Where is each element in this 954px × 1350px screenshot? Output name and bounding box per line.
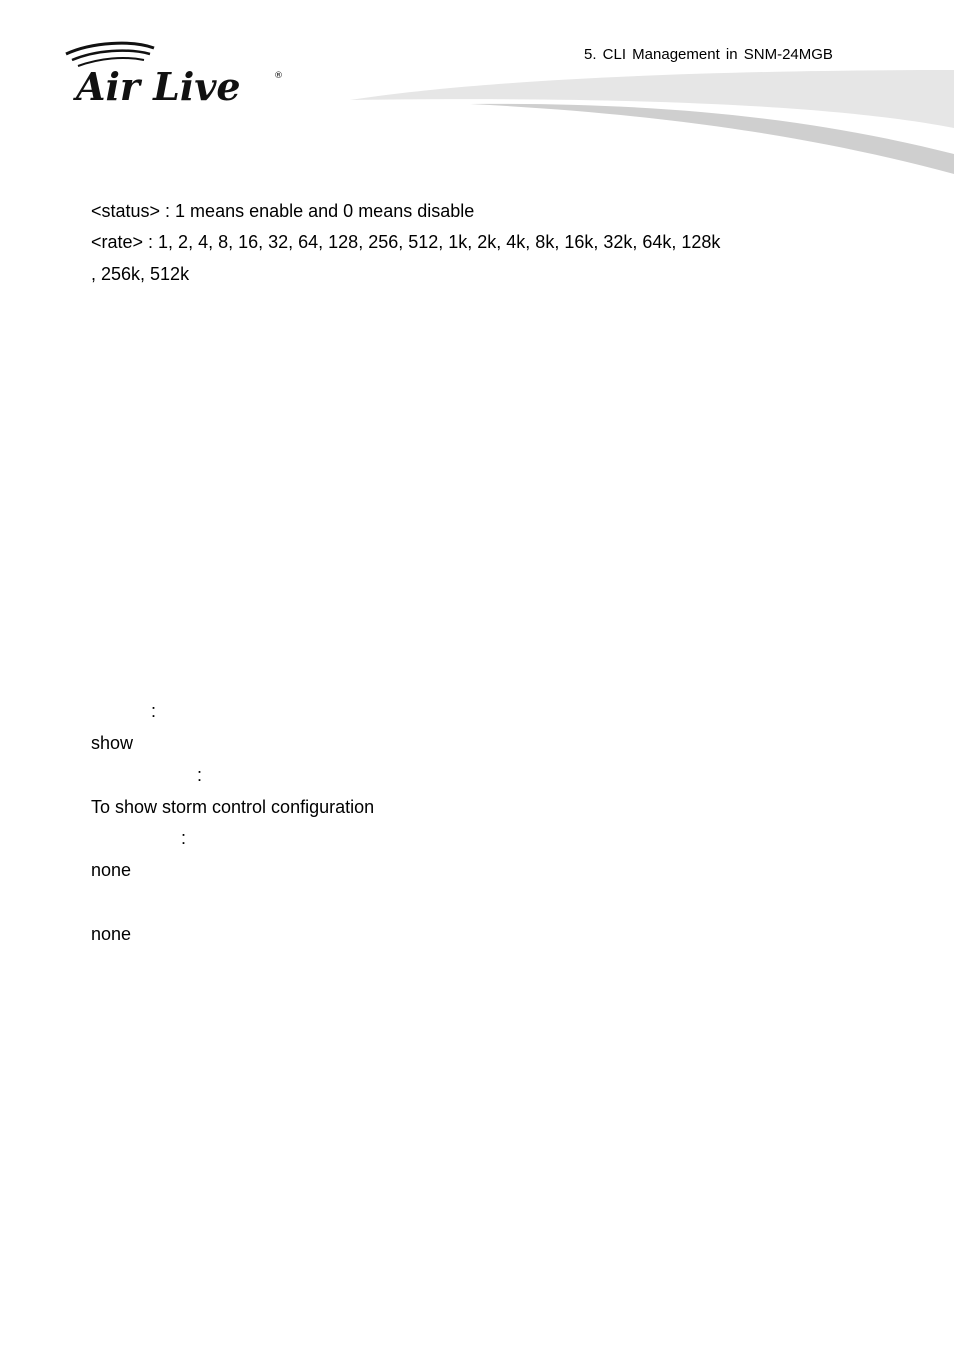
command-syntax: show <box>91 733 134 753</box>
status-parameter-description: <status> : 1 means enable and 0 means disable <box>91 201 475 221</box>
parameters-value: none <box>91 860 132 880</box>
syntax-label-colon: : <box>151 701 157 721</box>
description-label-colon: : <box>197 765 203 785</box>
command-description: To show storm control configuration <box>91 797 375 817</box>
parameters-label-colon: : <box>181 828 187 848</box>
example-value: none <box>91 924 132 944</box>
rate-parameter-description-continued: , 256k, 512k <box>91 264 190 284</box>
header-swoosh-graphic <box>340 62 954 182</box>
airlive-logo <box>62 40 292 108</box>
registered-mark: ® <box>274 71 283 81</box>
logo-wordmark: Air Live <box>76 64 241 108</box>
airlive-logo-graphic <box>62 40 292 108</box>
header-section-title: 5. CLI Management in SNM-24MGB <box>584 46 833 63</box>
rate-parameter-description: <rate> : 1, 2, 4, 8, 16, 32, 64, 128, 256, 512, 1k, 2k, 4k, 8k, 16k, 32k, 64k, 128k <box>91 232 721 252</box>
